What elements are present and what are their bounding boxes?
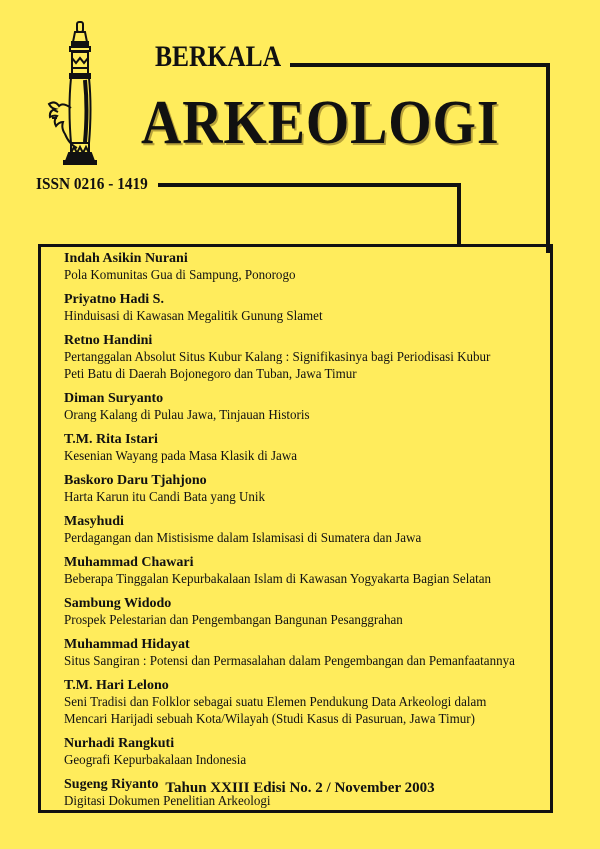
- article-entry: [64, 595, 544, 629]
- edition-info: Tahun XXIII Edisi No. 2 / November 2003: [165, 780, 435, 796]
- article-title: Seni Tradisi dan Folklor sebagai suatu Elemen Pendukung Data Arkeologi dalam: [64, 695, 487, 710]
- article-title: Pertanggalan Absolut Situs Kubur Kalang : Signifikasinya bagi Periodisasi Kubur: [64, 350, 491, 365]
- article-author: Muhammad Hidayat: [64, 637, 190, 652]
- article-author: Nurhadi Rangkuti: [64, 736, 175, 751]
- article-entry: [64, 332, 544, 383]
- article-entry: [64, 735, 544, 769]
- article-title: Situs Sangiran : Potensi dan Permasalahan dalam Pengembangan dan Pemanfaatannya: [64, 654, 515, 669]
- article-title: Perdagangan dan Mistisisme dalam Islamisasi di Sumatera dan Jawa: [64, 531, 422, 546]
- article-title: Beberapa Tinggalan Kepurbakalaan Islam di Kawasan Yogyakarta Bagian Selatan: [64, 572, 492, 587]
- article-title-line-2: Peti Batu di Daerah Bojonegoro dan Tuban, Jawa Timur: [64, 367, 357, 382]
- inner-frame-top-line: [158, 183, 461, 187]
- article-author: T.M. Rita Istari: [64, 432, 158, 447]
- article-title-line-2: Mencari Harijadi sebuah Kota/Wilayah (Studi Kasus di Pasuruan, Jawa Timur): [64, 712, 475, 727]
- article-author: Muhammad Chawari: [64, 555, 194, 570]
- article-list: [64, 250, 544, 817]
- article-author: Diman Suryanto: [64, 391, 164, 406]
- article-entry: [64, 677, 544, 728]
- article-entry: [64, 513, 544, 547]
- journal-title: ARKEOLOGI: [141, 89, 500, 157]
- article-entry: [64, 472, 544, 506]
- article-entry: [64, 291, 544, 325]
- article-title: Prospek Pelestarian dan Pengembangan Bangunan Pesanggrahan: [64, 613, 403, 628]
- outer-frame-right-line: [546, 63, 550, 253]
- series-label: BERKALA: [155, 40, 282, 73]
- article-author: Sambung Widodo: [64, 596, 172, 611]
- article-author: Masyhudi: [64, 514, 124, 529]
- article-author: Baskoro Daru Tjahjono: [64, 473, 207, 488]
- outer-frame-top-line: [290, 63, 550, 67]
- article-title: Pola Komunitas Gua di Sampung, Ponorogo: [64, 268, 296, 283]
- issn-number: ISSN 0216 - 1419: [36, 174, 148, 193]
- article-title: Orang Kalang di Pulau Jawa, Tinjauan Historis: [64, 408, 310, 423]
- article-title: Geografi Kepurbakalaan Indonesia: [64, 753, 247, 768]
- article-entry: [64, 554, 544, 588]
- article-author: Indah Asikin Nurani: [64, 251, 188, 266]
- inner-frame-right-line: [457, 183, 461, 247]
- article-author: Retno Handini: [64, 333, 153, 348]
- article-entry: [64, 636, 544, 670]
- article-entry: [64, 390, 544, 424]
- article-entry: [64, 431, 544, 465]
- article-title: Kesenian Wayang pada Masa Klasik di Jawa: [64, 449, 298, 464]
- article-author: Sugeng Riyanto: [64, 777, 159, 792]
- article-author: Priyatno Hadi S.: [64, 292, 164, 307]
- article-entry: [64, 250, 544, 284]
- article-title: Digitasi Dokumen Penelitian Arkeologi: [64, 794, 271, 809]
- article-title: Hinduisasi di Kawasan Megalitik Gunung Slamet: [64, 309, 323, 324]
- article-title: Harta Karun itu Candi Bata yang Unik: [64, 490, 266, 505]
- temple-finial-naga-icon: [44, 18, 104, 178]
- article-author: T.M. Hari Lelono: [64, 678, 169, 693]
